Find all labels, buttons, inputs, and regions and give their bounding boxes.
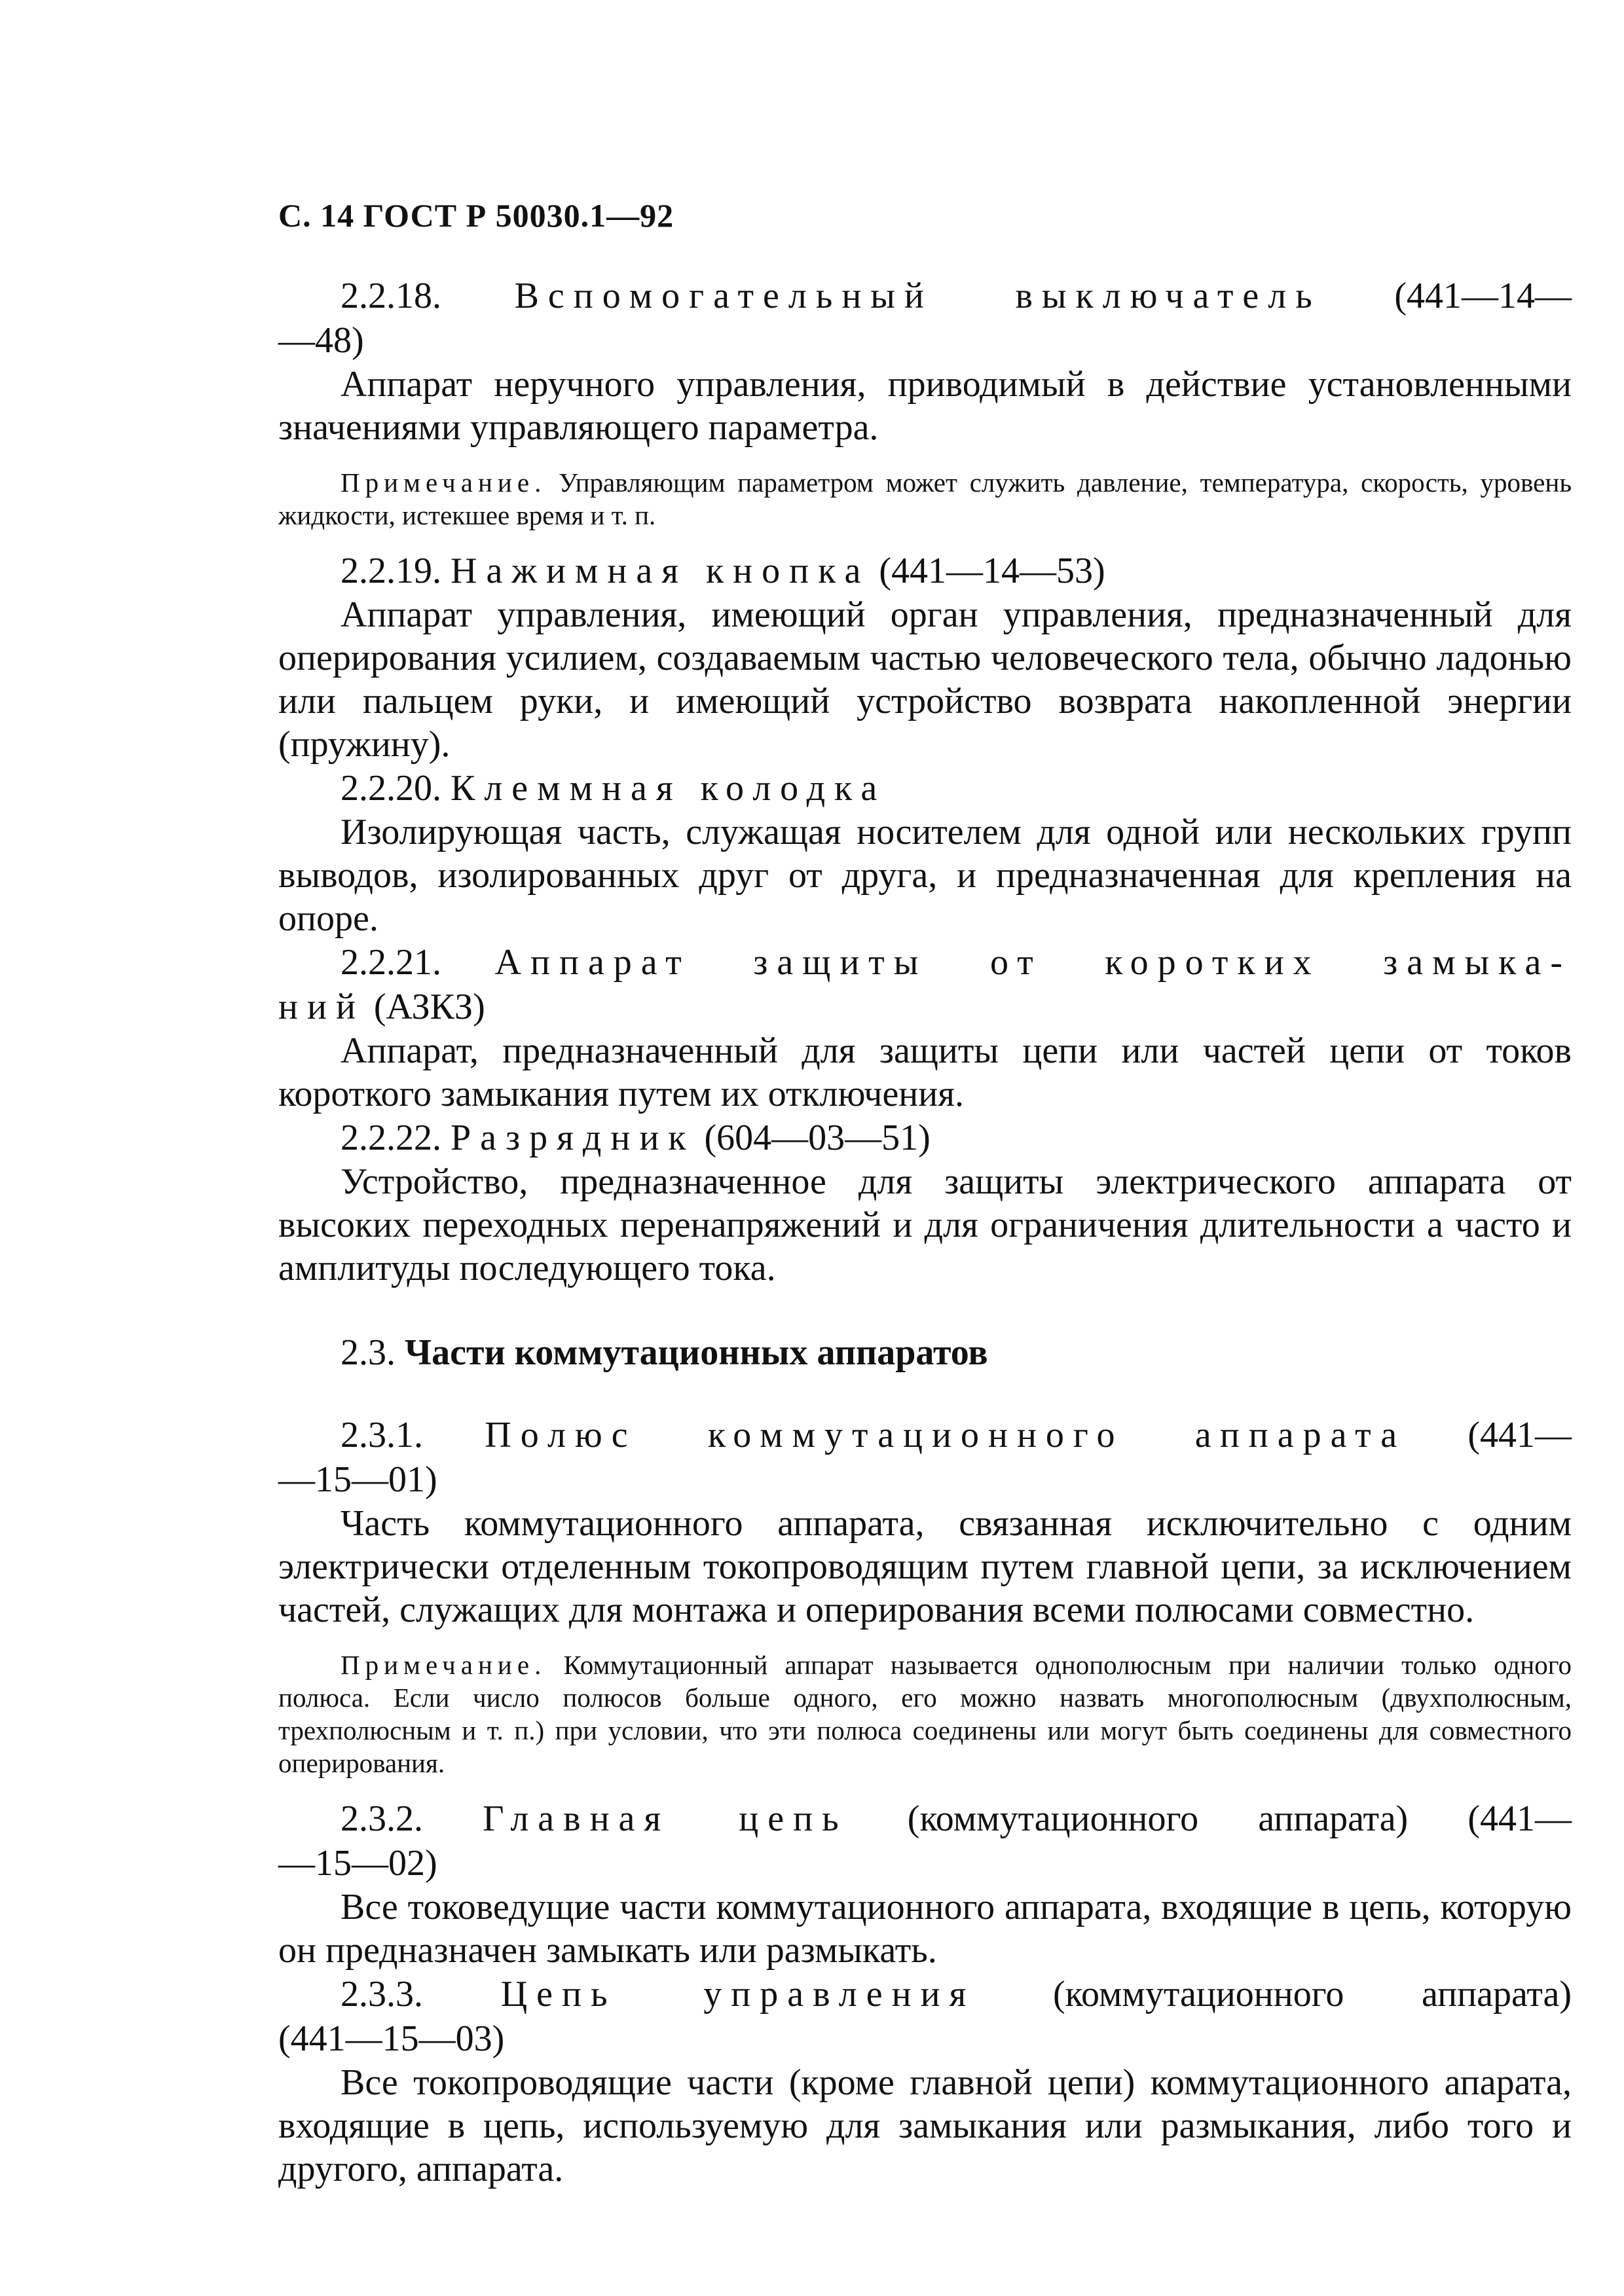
term-heading <box>278 1796 1572 1841</box>
term-name: Аппарат защиты от коротких замыка- <box>494 942 1572 983</box>
entry-number: 2.3.2. <box>341 1798 423 1839</box>
term-definition: Часть коммутационного аппарата, связанная исключительно с одним электрически отделенным токопроводящим путем главной цепи, за исключением частей, служащих для монтажа и оперирования всеми полюсами совместно. <box>278 1503 1572 1630</box>
entry-number: 2.2.21. <box>341 942 441 983</box>
term-name-continued: ний <box>278 987 365 1027</box>
entry-2-2-22 <box>278 1116 1572 1290</box>
term-definition: Все токоведущие части коммутационного аппарата, входящие в цепь, которую он предназначен замыкать или размыкать. <box>278 1887 1572 1971</box>
section-heading <box>341 1330 1572 1375</box>
iec-reference: (441— <box>1467 1798 1572 1839</box>
iec-reference: (441— <box>1467 1415 1572 1455</box>
iec-reference-continued: (441—15—03) <box>278 2018 505 2059</box>
term-heading <box>278 1413 1572 1457</box>
term-name: Вспомогательный выключатель <box>514 276 1321 316</box>
term-heading <box>278 1116 1572 1160</box>
entry-number: 2.2.22. <box>341 1118 441 1158</box>
term-definition: Все токопроводящие части (кроме главной цепи) коммутационного апарата, входящие в цепь, используемую для замыкания или размыкания, либо того и другого, аппарата. <box>278 2062 1572 2189</box>
entry-number: 2.3.3. <box>341 1974 423 2014</box>
iec-reference: (441—14— <box>1394 276 1572 316</box>
note-text: Управляющим параметром может служить давление, температура, скорость, уровень жидкости, истекшее время и т. п. <box>278 467 1572 530</box>
iec-reference-continued: —48) <box>278 320 364 361</box>
page-header: С. 14 ГОСТ Р 50030.1—92 <box>278 197 674 234</box>
entry-2-3-2 <box>278 1796 1572 1972</box>
term-definition: Аппарат управления, имеющий орган управления, предназначенный для оперирования усилием, создаваемым частью человеческого тела, обычно ладонью или пальцем руки, и имеющий устройство возврата накопленной энергии (пружину). <box>278 594 1572 765</box>
term-definition: Аппарат, предназначенный для защиты цепи или частей цепи от токов короткого замыкания путем их отключения. <box>278 1030 1572 1114</box>
term-definition: Изолирующая часть, служащая носителем для одной или нескольких групп выводов, изолированных друг от друга, и предназначенная для крепления на опоре. <box>278 812 1572 939</box>
abbreviation: (АЗКЗ) <box>373 987 485 1027</box>
term-heading <box>278 549 1572 593</box>
term-definition: Аппарат неручного управления, приводимый в действие установленными значениями управляющего параметра. <box>278 364 1572 448</box>
iec-reference: (441—14—53) <box>879 551 1105 591</box>
term-name: Разрядник <box>451 1118 695 1158</box>
iec-reference-continued: —15—01) <box>278 1459 437 1500</box>
term-heading <box>278 940 1572 985</box>
note-label: Примечание. <box>341 467 547 498</box>
entry-number: 2.3.1. <box>341 1415 423 1455</box>
section-number: 2.3. <box>341 1332 396 1373</box>
term-definition: Устройство, предназначенное для защиты электрического аппарата от высоких переходных перенапряжений и для ограничения длительности а часто и амплитуды последующего тока. <box>278 1161 1572 1288</box>
note <box>278 1649 1572 1779</box>
entry-2-3-3 <box>278 1972 1572 2191</box>
entry-2-2-21 <box>278 940 1572 1116</box>
note <box>278 466 1572 532</box>
note-label: Примечание. <box>341 1650 547 1680</box>
term-heading <box>278 274 1572 318</box>
term-name: Нажимная кнопка <box>451 551 870 591</box>
term-name: Цепь управления <box>500 1974 976 2014</box>
section-title: Части коммутационных аппаратов <box>405 1332 988 1373</box>
iec-reference: (604—03—51) <box>704 1118 931 1158</box>
entry-number: 2.2.20. <box>341 768 441 809</box>
entry-number: 2.2.19. <box>341 551 441 591</box>
term-heading <box>278 1972 1572 2016</box>
document-page <box>278 196 1572 2191</box>
entry-number: 2.2.18. <box>341 276 441 316</box>
iec-reference-continued: —15—02) <box>278 1843 437 1884</box>
entry-2-3-1 <box>278 1413 1572 1779</box>
term-heading <box>278 766 1572 811</box>
term-qualifier: (коммутационного аппарата) <box>907 1798 1409 1839</box>
term-qualifier: (коммутационного аппарата) <box>1053 1974 1572 2014</box>
term-name: Главная цепь <box>483 1798 848 1839</box>
entry-2-2-19 <box>278 549 1572 766</box>
term-name: Клеммная колодка <box>451 768 887 809</box>
term-name: Полюс коммутационного аппарата <box>485 1415 1407 1455</box>
term-heading-continued <box>278 985 1572 1029</box>
entry-2-2-18 <box>278 274 1572 532</box>
note-text: Коммутационный аппарат называется однополюсным при наличии только одного полюса. Если число полюсов больше одного, его можно назвать многополюсным (двухполюсным, трехполюсным и т. п.) при условии, что эти полюса соединены или могут быть соединены для совместного оперирования. <box>278 1650 1572 1778</box>
entry-2-2-20 <box>278 766 1572 940</box>
